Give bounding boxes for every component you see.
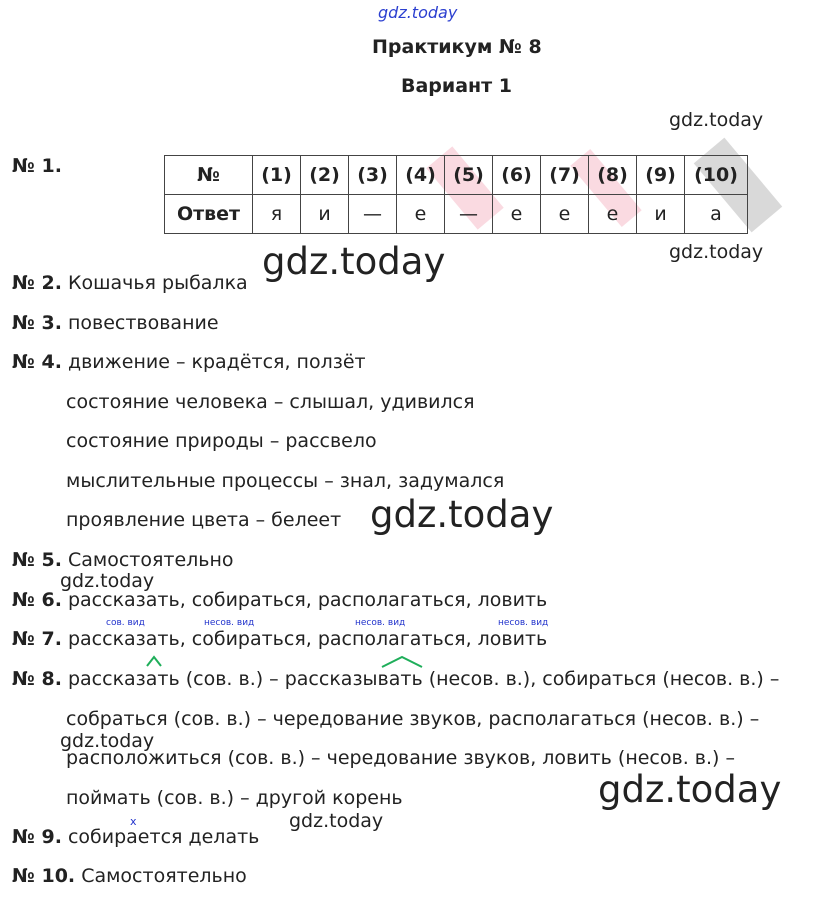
watermark: gdz.today — [669, 241, 764, 263]
task-4-line: проявление цвета – белеет — [66, 509, 342, 531]
task-9 — [12, 826, 259, 848]
aspect-mark: несов. вид — [355, 618, 406, 628]
task-7 — [12, 628, 547, 650]
table-cell: (2) — [301, 156, 349, 195]
task-3 — [12, 312, 219, 334]
task-7-text: рассказать, собираться, располагаться, ловить — [67, 628, 548, 650]
table-cell: и — [301, 195, 349, 234]
table-cell: № — [165, 156, 253, 195]
table-cell: (3) — [349, 156, 397, 195]
task-3-label: № 3. — [12, 312, 62, 334]
task-3-text: повествование — [67, 312, 219, 334]
task-4-line: состояние природы – рассвело — [66, 430, 377, 452]
task-8 — [12, 668, 779, 690]
task-6 — [12, 589, 547, 611]
watermark: gdz.today — [60, 570, 155, 592]
page-title: Практикум № 8 — [372, 36, 542, 58]
watermark: gdz.today — [669, 109, 764, 131]
table-cell: Ответ — [165, 195, 253, 234]
table-cell: (6) — [493, 156, 541, 195]
table-cell: (9) — [637, 156, 685, 195]
aspect-mark: несов. вид — [204, 618, 255, 628]
table-cell: е — [589, 195, 637, 234]
task-6-text: рассказать, собираться, располагаться, ловить — [67, 589, 548, 611]
task-7-label: № 7. — [12, 628, 62, 650]
task-4-line: мыслительные процессы – знал, задумался — [66, 470, 505, 492]
task-1-label: № 1. — [12, 155, 62, 177]
task-2 — [12, 272, 248, 294]
task-2-label: № 2. — [12, 272, 62, 294]
table-header-row — [165, 156, 748, 195]
variant-title: Вариант 1 — [401, 75, 513, 97]
answer-table — [164, 155, 748, 234]
task-5 — [12, 549, 234, 571]
suffix-mark-icon — [145, 654, 165, 668]
watermark: gdz.today — [60, 730, 155, 752]
table-cell: (4) — [397, 156, 445, 195]
task-4-line: состояние человека – слышал, удивился — [66, 391, 475, 413]
task-9-label: № 9. — [12, 826, 62, 848]
task-10 — [12, 865, 247, 887]
task-8-line: собраться (сов. в.) – чередование звуков, располагаться (несов. в.) – — [66, 708, 760, 730]
table-cell: (7) — [541, 156, 589, 195]
task-8-line: расположиться (сов. в.) – чередование звуков, ловить (несов. в.) – — [66, 747, 735, 769]
table-cell: (5) — [445, 156, 493, 195]
table-cell: а — [685, 195, 748, 234]
task-8-label: № 8. — [12, 668, 62, 690]
task-9-text: собирается делать — [67, 826, 260, 848]
task-8-line: поймать (сов. в.) – другой корень — [66, 787, 403, 809]
task-4-label: № 4. — [12, 351, 62, 373]
aspect-mark: сов. вид — [106, 618, 145, 628]
table-cell: — — [445, 195, 493, 234]
table-cell: и — [637, 195, 685, 234]
task-5-label: № 5. — [12, 549, 62, 571]
grammar-mark: x — [130, 815, 137, 828]
table-cell: я — [253, 195, 301, 234]
watermark-large: gdz.today — [262, 240, 446, 283]
table-answer-row — [165, 195, 748, 234]
watermark-top: gdz.today — [378, 3, 458, 22]
table-cell: — — [349, 195, 397, 234]
table-cell: е — [541, 195, 589, 234]
table-cell: (8) — [589, 156, 637, 195]
task-8-line: рассказать (сов. в.) – рассказывать (несов. в.), собираться (несов. в.) – — [67, 668, 780, 690]
watermark: gdz.today — [289, 810, 384, 832]
task-6-label: № 6. — [12, 589, 62, 611]
task-4 — [12, 351, 366, 373]
task-5-text: Самостоятельно — [67, 549, 234, 571]
watermark-large: gdz.today — [370, 493, 554, 536]
task-10-text: Самостоятельно — [81, 865, 247, 887]
task-10-label: № 10. — [12, 865, 76, 887]
table-cell: (10) — [685, 156, 748, 195]
task-2-text: Кошачья рыбалка — [67, 272, 248, 294]
table-cell: е — [397, 195, 445, 234]
table-cell: (1) — [253, 156, 301, 195]
table-cell: е — [493, 195, 541, 234]
aspect-mark: несов. вид — [498, 618, 549, 628]
task-4-line: движение – крадётся, ползёт — [67, 351, 366, 373]
watermark-large: gdz.today — [598, 768, 782, 811]
